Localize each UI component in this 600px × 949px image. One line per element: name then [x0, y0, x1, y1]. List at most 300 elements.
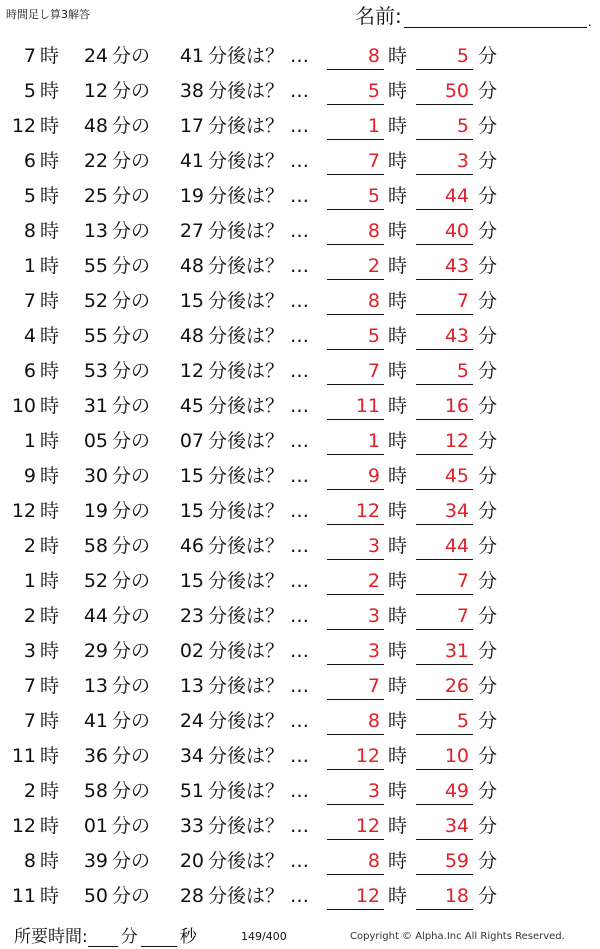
answer-minute-value: 31 — [444, 640, 469, 662]
answer-hour-label: 時 — [388, 570, 408, 592]
answer-minute-value: 18 — [444, 885, 469, 907]
answer-hour-label: 時 — [388, 185, 408, 207]
answer-minute-value: 34 — [444, 500, 469, 522]
problem-row — [0, 844, 600, 879]
added-minutes: 02 — [179, 640, 204, 662]
answer-hour — [327, 850, 384, 875]
added-minutes: 15 — [179, 465, 204, 487]
answer-hour — [327, 115, 384, 140]
start-hour: 10 — [11, 395, 36, 417]
elapsed-time-field — [14, 922, 200, 947]
minute-of-label: 分の — [112, 640, 151, 662]
answer-hour-label: 時 — [388, 45, 408, 67]
added-minutes: 45 — [179, 395, 204, 417]
hour-label: 時 — [40, 745, 60, 767]
answer-hour-label: 時 — [388, 220, 408, 242]
problem-row — [0, 354, 600, 389]
start-minute: 39 — [83, 850, 108, 872]
answer-hour-value: 8 — [367, 220, 380, 242]
answer-hour-label: 時 — [388, 115, 408, 137]
start-minute: 48 — [83, 115, 108, 137]
start-minute: 12 — [83, 80, 108, 102]
name-dot: . — [587, 15, 592, 29]
answer-hour-label: 時 — [388, 290, 408, 312]
hour-label: 時 — [40, 115, 60, 137]
answer-hour-value: 1 — [367, 115, 380, 137]
answer-hour-label: 時 — [388, 815, 408, 837]
start-hour: 5 — [23, 185, 36, 207]
start-hour: 4 — [23, 325, 36, 347]
problem-row — [0, 564, 600, 599]
hour-label: 時 — [40, 395, 60, 417]
problem-list — [0, 39, 600, 914]
added-minutes: 33 — [179, 815, 204, 837]
minute-of-label: 分の — [112, 535, 151, 557]
answer-hour — [327, 220, 384, 245]
answer-minute — [416, 885, 473, 910]
answer-minute-value: 16 — [444, 395, 469, 417]
answer-hour — [327, 290, 384, 315]
answer-hour — [327, 255, 384, 280]
answer-hour-value: 9 — [367, 465, 380, 487]
answer-hour-value: 3 — [367, 535, 380, 557]
hour-label: 時 — [40, 780, 60, 802]
problem-row — [0, 879, 600, 914]
copyright-text: Copyright © Alpha.Inc All Rights Reserved. — [350, 931, 565, 942]
start-minute: 24 — [83, 45, 108, 67]
second-unit: 秒 — [179, 927, 197, 947]
answer-hour-label: 時 — [388, 325, 408, 347]
answer-minute — [416, 290, 473, 315]
answer-hour-label: 時 — [388, 780, 408, 802]
start-minute: 05 — [83, 430, 108, 452]
start-minute: 58 — [83, 535, 108, 557]
start-hour: 1 — [23, 570, 36, 592]
answer-minute-value: 12 — [444, 430, 469, 452]
problem-row — [0, 809, 600, 844]
answer-hour-label: 時 — [388, 255, 408, 277]
answer-minute-value: 44 — [444, 185, 469, 207]
answer-minute-label: 分 — [478, 220, 498, 242]
answer-minute-value: 7 — [456, 290, 469, 312]
minute-of-label: 分の — [112, 220, 151, 242]
name-label: 名前: — [355, 4, 402, 28]
answer-minute-value: 43 — [444, 325, 469, 347]
question-label: 分後は？ … — [208, 570, 310, 592]
added-minutes: 23 — [179, 605, 204, 627]
question-label: 分後は？ … — [208, 430, 310, 452]
answer-minute — [416, 360, 473, 385]
hour-label: 時 — [40, 500, 60, 522]
minute-of-label: 分の — [112, 500, 151, 522]
minute-of-label: 分の — [112, 150, 151, 172]
problem-row — [0, 109, 600, 144]
page-number: 149/400 — [241, 930, 287, 943]
answer-hour-label: 時 — [388, 465, 408, 487]
hour-label: 時 — [40, 220, 60, 242]
start-hour: 12 — [11, 115, 36, 137]
answer-hour-value: 3 — [367, 640, 380, 662]
start-hour: 1 — [23, 430, 36, 452]
hour-label: 時 — [40, 80, 60, 102]
start-hour: 2 — [23, 535, 36, 557]
answer-minute-label: 分 — [478, 45, 498, 67]
added-minutes: 28 — [179, 885, 204, 907]
answer-minute — [416, 80, 473, 105]
added-minutes: 20 — [179, 850, 204, 872]
added-minutes: 19 — [179, 185, 204, 207]
problem-row — [0, 179, 600, 214]
minute-of-label: 分の — [112, 815, 151, 837]
answer-minute — [416, 535, 473, 560]
answer-minute — [416, 325, 473, 350]
answer-hour — [327, 80, 384, 105]
problem-row — [0, 704, 600, 739]
answer-hour-value: 7 — [367, 150, 380, 172]
added-minutes: 34 — [179, 745, 204, 767]
hour-label: 時 — [40, 640, 60, 662]
answer-hour — [327, 535, 384, 560]
problem-row — [0, 39, 600, 74]
start-hour: 12 — [11, 815, 36, 837]
start-hour: 6 — [23, 360, 36, 382]
answer-minute-label: 分 — [478, 500, 498, 522]
minute-of-label: 分の — [112, 185, 151, 207]
answer-hour-value: 11 — [355, 395, 380, 417]
answer-minute — [416, 640, 473, 665]
question-label: 分後は？ … — [208, 220, 310, 242]
start-hour: 7 — [23, 45, 36, 67]
answer-minute-label: 分 — [478, 395, 498, 417]
answer-minute — [416, 185, 473, 210]
minute-of-label: 分の — [112, 465, 151, 487]
problem-row — [0, 214, 600, 249]
hour-label: 時 — [40, 430, 60, 452]
added-minutes: 51 — [179, 780, 204, 802]
start-minute: 29 — [83, 640, 108, 662]
minute-of-label: 分の — [112, 325, 151, 347]
added-minutes: 41 — [179, 45, 204, 67]
start-hour: 7 — [23, 710, 36, 732]
start-hour: 2 — [23, 780, 36, 802]
start-hour: 1 — [23, 255, 36, 277]
answer-hour-value: 8 — [367, 45, 380, 67]
answer-minute-value: 34 — [444, 815, 469, 837]
minute-of-label: 分の — [112, 115, 151, 137]
start-minute: 52 — [83, 290, 108, 312]
start-minute: 55 — [83, 325, 108, 347]
start-minute: 50 — [83, 885, 108, 907]
answer-minute-value: 5 — [456, 115, 469, 137]
hour-label: 時 — [40, 325, 60, 347]
answer-minute-label: 分 — [478, 80, 498, 102]
added-minutes: 17 — [179, 115, 204, 137]
question-label: 分後は？ … — [208, 290, 310, 312]
answer-minute-label: 分 — [478, 815, 498, 837]
answer-hour — [327, 605, 384, 630]
hour-label: 時 — [40, 570, 60, 592]
answer-minute — [416, 45, 473, 70]
answer-hour-value: 12 — [355, 745, 380, 767]
minute-of-label: 分の — [112, 570, 151, 592]
answer-minute-value: 40 — [444, 220, 469, 242]
start-hour: 9 — [23, 465, 36, 487]
answer-hour-value: 8 — [367, 850, 380, 872]
answer-hour — [327, 885, 384, 910]
minute-of-label: 分の — [112, 780, 151, 802]
answer-minute — [416, 780, 473, 805]
answer-minute — [416, 745, 473, 770]
hour-label: 時 — [40, 675, 60, 697]
question-label: 分後は？ … — [208, 850, 310, 872]
start-minute: 41 — [83, 710, 108, 732]
answer-hour-value: 12 — [355, 815, 380, 837]
start-hour: 11 — [11, 885, 36, 907]
answer-hour-label: 時 — [388, 710, 408, 732]
question-label: 分後は？ … — [208, 745, 310, 767]
answer-hour-value: 5 — [367, 325, 380, 347]
answer-minute — [416, 220, 473, 245]
answer-hour-label: 時 — [388, 605, 408, 627]
answer-hour — [327, 325, 384, 350]
minute-of-label: 分の — [112, 360, 151, 382]
start-minute: 44 — [83, 605, 108, 627]
added-minutes: 38 — [179, 80, 204, 102]
answer-minute-value: 7 — [456, 605, 469, 627]
minute-of-label: 分の — [112, 430, 151, 452]
answer-hour-value: 2 — [367, 570, 380, 592]
added-minutes: 24 — [179, 710, 204, 732]
hour-label: 時 — [40, 850, 60, 872]
answer-minute-label: 分 — [478, 675, 498, 697]
question-label: 分後は？ … — [208, 150, 310, 172]
problem-row — [0, 249, 600, 284]
answer-minute-label: 分 — [478, 885, 498, 907]
answer-minute — [416, 395, 473, 420]
answer-hour-value: 12 — [355, 885, 380, 907]
answer-hour — [327, 570, 384, 595]
answer-minute-value: 5 — [456, 360, 469, 382]
added-minutes: 15 — [179, 290, 204, 312]
problem-row — [0, 144, 600, 179]
answer-hour — [327, 675, 384, 700]
answer-minute — [416, 430, 473, 455]
answer-hour — [327, 780, 384, 805]
hour-label: 時 — [40, 150, 60, 172]
answer-hour-value: 7 — [367, 675, 380, 697]
answer-hour-value: 7 — [367, 360, 380, 382]
added-minutes: 12 — [179, 360, 204, 382]
minute-of-label: 分の — [112, 675, 151, 697]
start-hour: 2 — [23, 605, 36, 627]
start-minute: 58 — [83, 780, 108, 802]
name-field — [355, 4, 592, 28]
answer-minute-label: 分 — [478, 290, 498, 312]
minute-of-label: 分の — [112, 45, 151, 67]
answer-minute-label: 分 — [478, 430, 498, 452]
question-label: 分後は？ … — [208, 640, 310, 662]
answer-hour-label: 時 — [388, 360, 408, 382]
answer-hour-label: 時 — [388, 150, 408, 172]
answer-minute-label: 分 — [478, 710, 498, 732]
answer-hour — [327, 185, 384, 210]
answer-hour-value: 3 — [367, 605, 380, 627]
hour-label: 時 — [40, 255, 60, 277]
start-hour: 3 — [23, 640, 36, 662]
answer-hour-value: 1 — [367, 430, 380, 452]
answer-minute — [416, 115, 473, 140]
answer-hour — [327, 150, 384, 175]
elapsed-seconds-blank — [141, 930, 177, 947]
question-label: 分後は？ … — [208, 675, 310, 697]
answer-hour-value: 12 — [355, 500, 380, 522]
problem-row — [0, 494, 600, 529]
answer-minute-label: 分 — [478, 850, 498, 872]
answer-minute — [416, 605, 473, 630]
hour-label: 時 — [40, 465, 60, 487]
hour-label: 時 — [40, 605, 60, 627]
answer-hour-value: 8 — [367, 710, 380, 732]
start-minute: 13 — [83, 675, 108, 697]
answer-hour — [327, 360, 384, 385]
minute-of-label: 分の — [112, 395, 151, 417]
start-minute: 36 — [83, 745, 108, 767]
answer-minute-value: 49 — [444, 780, 469, 802]
added-minutes: 07 — [179, 430, 204, 452]
problem-row — [0, 389, 600, 424]
answer-minute — [416, 675, 473, 700]
start-minute: 01 — [83, 815, 108, 837]
minute-unit: 分 — [120, 927, 138, 947]
answer-hour — [327, 815, 384, 840]
problem-row — [0, 424, 600, 459]
answer-minute-value: 45 — [444, 465, 469, 487]
answer-hour — [327, 395, 384, 420]
problem-row — [0, 284, 600, 319]
minute-of-label: 分の — [112, 255, 151, 277]
question-label: 分後は？ … — [208, 325, 310, 347]
problem-row — [0, 634, 600, 669]
answer-hour-value: 2 — [367, 255, 380, 277]
answer-minute — [416, 570, 473, 595]
hour-label: 時 — [40, 360, 60, 382]
answer-hour-label: 時 — [388, 850, 408, 872]
start-minute: 25 — [83, 185, 108, 207]
question-label: 分後は？ … — [208, 710, 310, 732]
answer-hour-value: 5 — [367, 80, 380, 102]
problem-row — [0, 739, 600, 774]
start-hour: 5 — [23, 80, 36, 102]
start-minute: 55 — [83, 255, 108, 277]
start-hour: 12 — [11, 500, 36, 522]
minute-of-label: 分の — [112, 710, 151, 732]
start-hour: 6 — [23, 150, 36, 172]
answer-hour — [327, 465, 384, 490]
answer-hour-label: 時 — [388, 535, 408, 557]
start-minute: 31 — [83, 395, 108, 417]
answer-minute-label: 分 — [478, 150, 498, 172]
answer-minute — [416, 710, 473, 735]
answer-hour-label: 時 — [388, 500, 408, 522]
start-minute: 19 — [83, 500, 108, 522]
answer-minute-value: 10 — [444, 745, 469, 767]
problem-row — [0, 74, 600, 109]
answer-minute — [416, 500, 473, 525]
minute-of-label: 分の — [112, 80, 151, 102]
answer-hour — [327, 710, 384, 735]
problem-row — [0, 529, 600, 564]
answer-minute — [416, 850, 473, 875]
minute-of-label: 分の — [112, 745, 151, 767]
name-blank-line — [404, 7, 587, 28]
answer-hour — [327, 500, 384, 525]
question-label: 分後は？ … — [208, 45, 310, 67]
answer-minute-value: 59 — [444, 850, 469, 872]
answer-hour-label: 時 — [388, 395, 408, 417]
question-label: 分後は？ … — [208, 80, 310, 102]
question-label: 分後は？ … — [208, 605, 310, 627]
question-label: 分後は？ … — [208, 535, 310, 557]
answer-hour — [327, 745, 384, 770]
hour-label: 時 — [40, 535, 60, 557]
added-minutes: 15 — [179, 570, 204, 592]
added-minutes: 48 — [179, 255, 204, 277]
answer-minute-label: 分 — [478, 360, 498, 382]
answer-minute-value: 3 — [456, 150, 469, 172]
answer-minute-label: 分 — [478, 640, 498, 662]
answer-minute-label: 分 — [478, 745, 498, 767]
elapsed-time-label: 所要時間: — [14, 927, 88, 947]
answer-minute-label: 分 — [478, 255, 498, 277]
answer-hour — [327, 430, 384, 455]
start-minute: 30 — [83, 465, 108, 487]
start-hour: 8 — [23, 220, 36, 242]
problem-row — [0, 599, 600, 634]
problem-row — [0, 669, 600, 704]
worksheet-title: 時間足し算3解答 — [6, 8, 90, 21]
question-label: 分後は？ … — [208, 465, 310, 487]
start-hour: 8 — [23, 850, 36, 872]
added-minutes: 41 — [179, 150, 204, 172]
start-minute: 13 — [83, 220, 108, 242]
hour-label: 時 — [40, 815, 60, 837]
answer-minute-label: 分 — [478, 465, 498, 487]
answer-minute-label: 分 — [478, 605, 498, 627]
minute-of-label: 分の — [112, 885, 151, 907]
start-minute: 22 — [83, 150, 108, 172]
answer-minute — [416, 465, 473, 490]
added-minutes: 15 — [179, 500, 204, 522]
added-minutes: 13 — [179, 675, 204, 697]
answer-minute-label: 分 — [478, 325, 498, 347]
answer-minute-label: 分 — [478, 185, 498, 207]
question-label: 分後は？ … — [208, 360, 310, 382]
question-label: 分後は？ … — [208, 780, 310, 802]
minute-of-label: 分の — [112, 850, 151, 872]
answer-hour — [327, 45, 384, 70]
start-minute: 53 — [83, 360, 108, 382]
footer — [0, 920, 600, 946]
question-label: 分後は？ … — [208, 885, 310, 907]
answer-hour-label: 時 — [388, 675, 408, 697]
answer-minute-value: 5 — [456, 45, 469, 67]
minute-of-label: 分の — [112, 605, 151, 627]
question-label: 分後は？ … — [208, 185, 310, 207]
answer-minute — [416, 815, 473, 840]
hour-label: 時 — [40, 185, 60, 207]
answer-hour-value: 3 — [367, 780, 380, 802]
hour-label: 時 — [40, 290, 60, 312]
